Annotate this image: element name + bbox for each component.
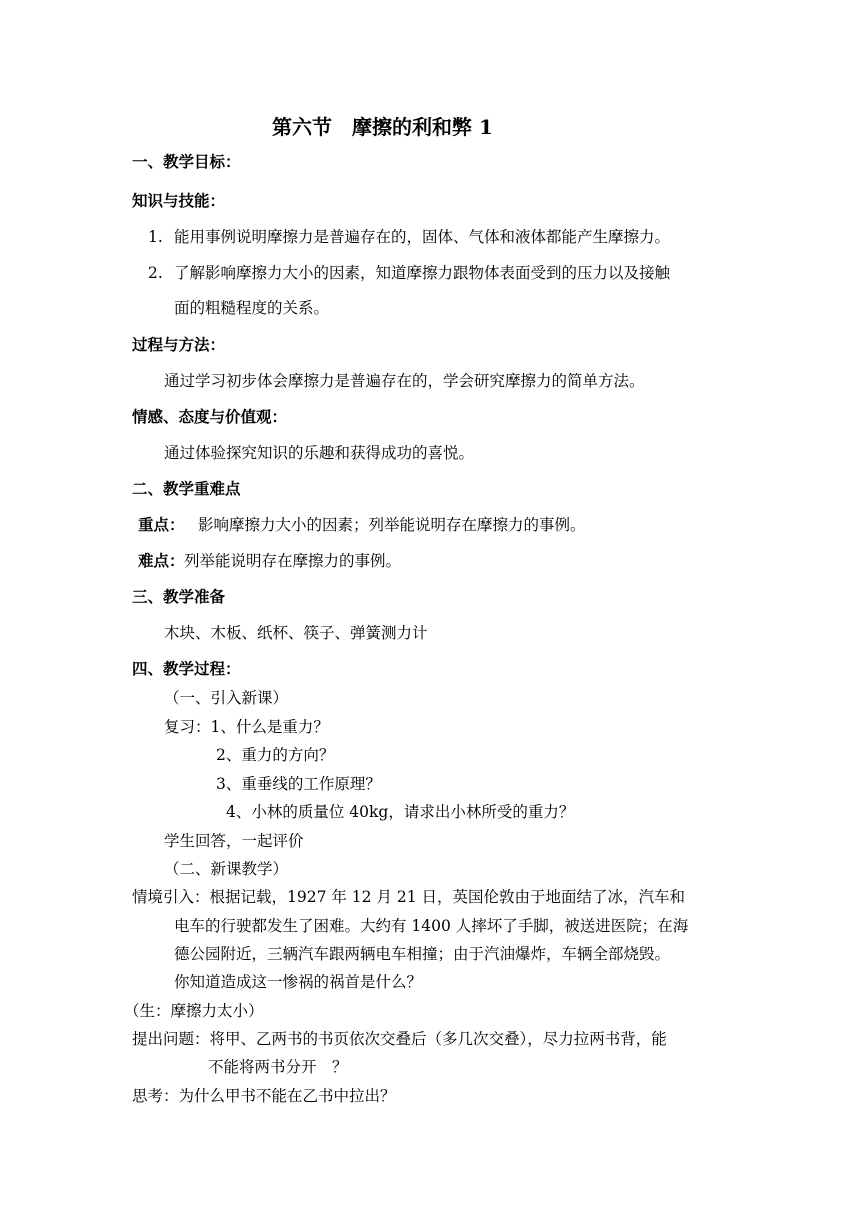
goal-2-text-line1: 了解影响摩擦力大小的因素，知道摩擦力跟物体表面受到的压力以及接触 — [174, 264, 671, 282]
part-1-intro: （一、引入新课） — [164, 689, 289, 707]
goal-2-number: 2. — [148, 264, 163, 282]
scenario-line-4: 你知道造成这一惨祸的祸首是什么？ — [174, 973, 423, 991]
part-2-new-lesson: （二、新课教学） — [164, 860, 289, 878]
section-key-points-heading: 二、教学重难点 — [132, 479, 241, 498]
emotion-values-text: 通过体验探究知识的乐趣和获得成功的喜悦。 — [164, 444, 475, 462]
knowledge-skills-heading: 知识与技能： — [132, 191, 226, 210]
question-line-1: 提出问题：将甲、乙两书的书页依次交叠后（多几次交叠），尽力拉两书背，能 — [132, 1030, 667, 1048]
think-question: 思考：为什么甲书不能在乙书中拉出？ — [132, 1087, 396, 1105]
goal-2-text-line2: 面的粗糙程度的关系。 — [174, 299, 330, 317]
student-response: （生：摩擦力太小） — [124, 1002, 264, 1020]
review-question-3: 3、重垂线的工作原理？ — [216, 775, 381, 793]
review-question-1: 复习：1、什么是重力？ — [164, 718, 329, 736]
review-question-2: 2、重力的方向？ — [216, 746, 335, 764]
section-process-heading: 四、教学过程： — [132, 659, 241, 678]
scenario-line-1: 情境引入：根据记载，1927 年 12 月 21 日，英国伦敦由于地面结了冰，汽车和 — [132, 888, 686, 906]
section-preparation-heading: 三、教学准备 — [132, 587, 226, 606]
scenario-line-2: 电车的行驶都发生了困难。大约有 1400 人摔坏了手脚，被送进医院；在海 — [174, 917, 689, 935]
process-methods-heading: 过程与方法： — [132, 335, 226, 354]
section-teaching-goals-heading: 一、教学目标： — [132, 152, 241, 171]
goal-1-text: 能用事例说明摩擦力是普遍存在的，固体、气体和液体都能产生摩擦力。 — [174, 228, 671, 246]
review-question-4: 4、小林的质量位 40kg，请求出小林所受的重力？ — [226, 803, 575, 821]
scenario-line-3: 德公园附近，三辆汽车跟两辆电车相撞；由于汽油爆炸，车辆全部烧毁。 — [174, 945, 671, 963]
key-point-label: 重点： — [138, 515, 185, 534]
difficulty-text: 列举能说明存在摩擦力的事例。 — [184, 552, 402, 570]
process-methods-text: 通过学习初步体会摩擦力是普遍存在的，学会研究摩擦力的简单方法。 — [164, 372, 645, 390]
page-title: 第六节 摩擦的利和弊 1 — [272, 115, 493, 139]
difficulty-label: 难点： — [138, 551, 185, 570]
student-answer-note: 学生回答，一起评价 — [164, 832, 304, 850]
emotion-values-heading: 情感、态度与价值观： — [132, 407, 288, 426]
key-point-text: 影响摩擦力大小的因素；列举能说明存在摩擦力的事例。 — [198, 516, 586, 534]
question-line-2: 不能将两书分开 ？ — [208, 1058, 348, 1076]
preparation-materials: 木块、木板、纸杯、筷子、弹簧测力计 — [164, 624, 428, 642]
goal-1-number: 1. — [148, 228, 163, 246]
